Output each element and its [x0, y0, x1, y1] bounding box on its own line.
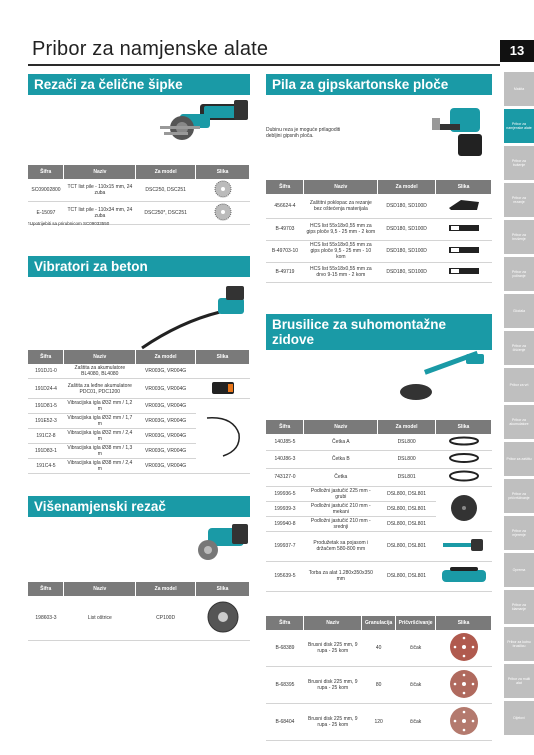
code-cell: 198603-3: [28, 596, 64, 640]
grit-cell: 120: [362, 704, 396, 741]
name-cell: Zaštita za leđne akumulatore PDC01, PDC1200: [64, 379, 136, 399]
saw-blade-icon: [213, 180, 233, 198]
multi-cutter-image: [196, 520, 252, 566]
col-header: Šifra: [266, 420, 304, 434]
name-cell: Zaštitni poklopac za rezanje bez oštećenja materijala: [304, 194, 378, 218]
image-cell: [196, 364, 250, 379]
col-header: Slika: [196, 582, 250, 596]
sidebar-tab[interactable]: Makita: [504, 72, 534, 106]
vibratori-table: [28, 350, 250, 474]
image-cell: [436, 218, 492, 240]
model-cell: DSC250*, DSC251: [136, 202, 196, 225]
code-cell: 199936-5: [266, 486, 304, 501]
col-header: Šifra: [266, 616, 304, 630]
model-cell: DSD180, SD100D: [378, 218, 436, 240]
code-cell: 199939-3: [266, 501, 304, 516]
page-title: Pribor za namjenske alate: [32, 38, 269, 60]
sidebar-tab[interactable]: Pribor za pričvršćivanje: [504, 479, 534, 513]
col-header: Slika: [436, 616, 492, 630]
model-cell: DSL800: [378, 450, 436, 468]
concrete-vibrator-image: [140, 282, 252, 352]
col-header: Za model: [136, 582, 196, 596]
name-cell: Četka B: [304, 450, 378, 468]
image-cell: [436, 468, 492, 486]
fix-cell: čičak: [396, 667, 436, 704]
image-cell: [196, 399, 250, 474]
col-header: Naziv: [304, 616, 362, 630]
brush-ring-icon: [447, 470, 481, 482]
model-cell: DSD180, SD100D: [378, 262, 436, 282]
sidebar-tab[interactable]: Pribor za multi alat: [504, 664, 534, 698]
tool-bag-icon: [440, 565, 488, 585]
table-row: [266, 240, 492, 262]
table-row: [266, 468, 492, 486]
name-cell: Vibracijska igla Ø38 mm / 2,4 m: [64, 459, 136, 474]
name-cell: HCS list 55x18x0,55 mm za gips ploče 9,5 - 25 mm - 10 kom: [304, 240, 378, 262]
model-cell: DSD180, SD100D: [378, 240, 436, 262]
sidebar-tab-active[interactable]: Pribor za namjenske alate: [504, 109, 534, 143]
sanding-disc-icon: [448, 668, 480, 700]
code-cell: 743127-0: [266, 468, 304, 486]
name-cell: Četka: [304, 468, 378, 486]
col-header: Slika: [436, 420, 492, 434]
drywall-saw-image: [430, 98, 494, 166]
image-cell: [436, 240, 492, 262]
name-cell: Vibracijska igla Ø32 mm / 1,7 m: [64, 414, 136, 429]
model-cell: DSL800, DSL801: [378, 501, 436, 516]
col-header: Šifra: [28, 165, 64, 179]
col-header: Za model: [136, 165, 196, 179]
code-cell: 140J86-3: [266, 450, 304, 468]
name-cell: Vibracijska igla Ø38 mm / 1,3 m: [64, 444, 136, 459]
table-row: [266, 450, 492, 468]
col-header: Za model: [378, 180, 436, 194]
sidebar-tab[interactable]: Pribor za bušenje: [504, 146, 534, 180]
fix-cell: čičak: [396, 704, 436, 741]
sidebar-tab[interactable]: Glodala: [504, 294, 534, 328]
model-cell: VR003G, VR004G: [136, 444, 196, 459]
code-cell: 191D83-1: [28, 444, 64, 459]
vibrator-hose-icon: [203, 410, 243, 460]
grit-cell: 80: [362, 667, 396, 704]
name-cell: Četka A: [304, 434, 378, 450]
sanding-disc-icon: [448, 705, 480, 737]
code-cell: 195639-5: [266, 561, 304, 591]
model-cell: DSC250, DSC251: [136, 179, 196, 202]
image-cell: [436, 262, 492, 282]
table-row: [266, 704, 492, 741]
model-cell: VR003G, VR004G: [136, 379, 196, 399]
brush-ring-icon: [447, 452, 481, 464]
page-number: 13: [500, 40, 534, 62]
model-cell: DSD180, SD100D: [378, 194, 436, 218]
col-header: Za model: [136, 350, 196, 364]
saw-blade-icon: [213, 203, 233, 221]
table-row: [266, 218, 492, 240]
code-cell: 191D81-5: [28, 399, 64, 414]
name-cell: Podložni jastučić 225 mm - grubi: [304, 486, 378, 501]
image-cell: [196, 379, 250, 399]
section-title-pila: Pila za gipskartonske ploče: [266, 74, 492, 95]
model-cell: VR003G, VR004G: [136, 459, 196, 474]
table-row: [28, 399, 250, 414]
col-header: Naziv: [304, 180, 378, 194]
model-cell: VR003G, VR004G: [136, 414, 196, 429]
blade-image-cell: [196, 179, 250, 202]
table-row: [28, 364, 250, 379]
rezaci-table: [28, 165, 250, 225]
image-cell: [436, 450, 492, 468]
sidebar-tab[interactable]: Pribor za akumulatore: [504, 405, 534, 439]
table-row: [28, 379, 250, 399]
saw-blade-strip-icon: [447, 245, 481, 255]
model-cell: DSL800: [378, 434, 436, 450]
code-cell: 199940-8: [266, 516, 304, 531]
sidebar-tab[interactable]: Pribor za rezanje: [504, 183, 534, 217]
code-cell: B-49703-10: [266, 240, 304, 262]
table-row: [266, 630, 492, 667]
code-cell: 140J85-5: [266, 434, 304, 450]
visenamjenski-table: [28, 582, 250, 641]
code-cell: 199937-7: [266, 531, 304, 561]
code-cell: B-49719: [266, 262, 304, 282]
sidebar-tab[interactable]: Pribor za brušenje: [504, 220, 534, 254]
name-cell: Zaštita za akumulatore BL4080, BL4080: [64, 364, 136, 379]
saw-blade-strip-icon: [447, 223, 481, 233]
col-header: Šifra: [28, 582, 64, 596]
image-cell: [436, 531, 492, 561]
model-cell: VR003G, VR004G: [136, 364, 196, 379]
brusilice-table: [266, 420, 492, 592]
code-cell: 191C4-5: [28, 459, 64, 474]
saw-blade-strip-icon: [447, 266, 481, 276]
grit-cell: 40: [362, 630, 396, 667]
model-cell: VR003G, VR004G: [136, 399, 196, 414]
sidebar-tab[interactable]: Pribor za zaštitu: [504, 442, 534, 476]
pila-description: Dubinu reza je moguće prilagoditi debljini gipsnih ploča.: [266, 127, 341, 139]
diskovi-table: [266, 616, 492, 741]
model-cell: CP100D: [136, 596, 196, 640]
name-cell: Brusni disk 225 mm, 9 rupa - 25 kom: [304, 704, 362, 741]
blade-image-cell: [196, 202, 250, 225]
title-rule: [28, 64, 500, 66]
code-cell: B-68404: [266, 704, 304, 741]
image-cell: [436, 434, 492, 450]
col-header: Naziv: [64, 350, 136, 364]
table-row: [266, 486, 492, 501]
rebar-cutter-image: [160, 96, 252, 146]
section-title-visenamjenski: Višenamjenski rezač: [28, 496, 250, 517]
name-cell: Brusni disk 225 mm, 9 rupa - 25 kom: [304, 667, 362, 704]
col-header: Naziv: [304, 420, 378, 434]
section-title-brusilice: Brusilice za suhomontažne zidove: [266, 314, 492, 350]
model-cell: DSL800, DSL801: [378, 516, 436, 531]
col-header: Slika: [436, 180, 492, 194]
code-cell: 456624-4: [266, 194, 304, 218]
name-cell: Torba za alat 1.280x350x350 mm: [304, 561, 378, 591]
fix-cell: čičak: [396, 630, 436, 667]
table-row: [266, 194, 492, 218]
image-cell: [196, 596, 250, 640]
sidebar-tab[interactable]: Pribor za mjerenje: [504, 516, 534, 550]
sidebar-tab[interactable]: Oprema: [504, 553, 534, 587]
col-header: Slika: [196, 350, 250, 364]
code-cell: E-15097: [28, 202, 64, 225]
col-header: Naziv: [64, 165, 136, 179]
name-cell: HCS list 55x18x0,55 mm za drvo 9-15 mm - 2 kom: [304, 262, 378, 282]
code-cell: B-68389: [266, 630, 304, 667]
col-header: Naziv: [64, 582, 136, 596]
name-cell: TCT list pile - 110x34 mm, 24 zuba: [64, 202, 136, 225]
code-cell: 191DJ1-0: [28, 364, 64, 379]
name-cell: Vibracijska igla Ø32 mm / 2,4 m: [64, 429, 136, 444]
guard-cover-icon: [447, 198, 481, 212]
sanding-disc-icon: [448, 631, 480, 663]
col-header: Granulacija: [362, 616, 396, 630]
name-cell: Podložni jastučić 210 mm - srednji: [304, 516, 378, 531]
image-cell: [436, 561, 492, 591]
col-header: Za model: [378, 420, 436, 434]
sidebar-tab[interactable]: Pribor za čišćenje: [504, 331, 534, 365]
name-cell: Brusni disk 225 mm, 9 rupa - 25 kom: [304, 630, 362, 667]
name-cell: Podložni jastučić 210 mm - mekani: [304, 501, 378, 516]
table-row: [266, 262, 492, 282]
name-cell: HCS list 55x18x0,55 mm za gips ploče 9,5 - 25 mm - 2 kom: [304, 218, 378, 240]
code-cell: SC09002800: [28, 179, 64, 202]
model-cell: VR003G, VR004G: [136, 429, 196, 444]
col-header: Pričvršćivanje: [396, 616, 436, 630]
image-cell: [436, 667, 492, 704]
table-row: [28, 596, 250, 640]
drywall-sander-image: [396, 350, 492, 408]
code-cell: B-49703: [266, 218, 304, 240]
pila-table: [266, 180, 492, 283]
name-cell: Vibracijska igla Ø32 mm / 1,2 m: [64, 399, 136, 414]
extension-belt-icon: [441, 533, 487, 557]
image-cell: [436, 194, 492, 218]
sidebar-tab[interactable]: Pribor za poliranje: [504, 257, 534, 291]
model-cell: DSL800, DSL801: [378, 486, 436, 501]
model-cell: DSL800, DSL801: [378, 561, 436, 591]
code-cell: B-68395: [266, 667, 304, 704]
cutter-blade-icon: [206, 600, 240, 634]
sidebar-tab[interactable]: Pribor za kutnu brusilicu: [504, 627, 534, 661]
image-cell: [436, 486, 492, 531]
col-header: Slika: [196, 165, 250, 179]
table-row: [266, 561, 492, 591]
sidebar-tab[interactable]: Pribor za vrt: [504, 368, 534, 402]
code-cell: 191C2-8: [28, 429, 64, 444]
name-cell: TCT list pile - 110x15 mm, 24 zuba: [64, 179, 136, 202]
section-title-rezaci: Rezači za čelične šipke: [28, 74, 250, 95]
sidebar: [504, 72, 534, 738]
col-header: Šifra: [266, 180, 304, 194]
code-cell: 191E52-3: [28, 414, 64, 429]
name-cell: List oštrice: [64, 596, 136, 640]
code-cell: 191D24-4: [28, 379, 64, 399]
model-cell: DSL800, DSL801: [378, 531, 436, 561]
image-cell: [436, 630, 492, 667]
section-title-vibratori: Vibratori za beton: [28, 256, 250, 277]
image-cell: [436, 704, 492, 741]
brush-ring-icon: [447, 436, 481, 446]
sidebar-tab[interactable]: Dijelovi: [504, 701, 534, 735]
backing-pad-icon: [449, 493, 479, 523]
table-row: [28, 179, 250, 202]
table-row: [266, 434, 492, 450]
battery-cover-icon: [210, 381, 236, 395]
model-cell: DSL801: [378, 468, 436, 486]
rezaci-note: *Upotrijebiti sa prirubnicom SC09033550: [28, 221, 110, 226]
name-cell: Produžetak sa pojasom i držačem 580-800 mm: [304, 531, 378, 561]
sidebar-tab[interactable]: Pribor za klamanje: [504, 590, 534, 624]
col-header: Šifra: [28, 350, 64, 364]
table-row: [266, 667, 492, 704]
table-row: [266, 531, 492, 561]
